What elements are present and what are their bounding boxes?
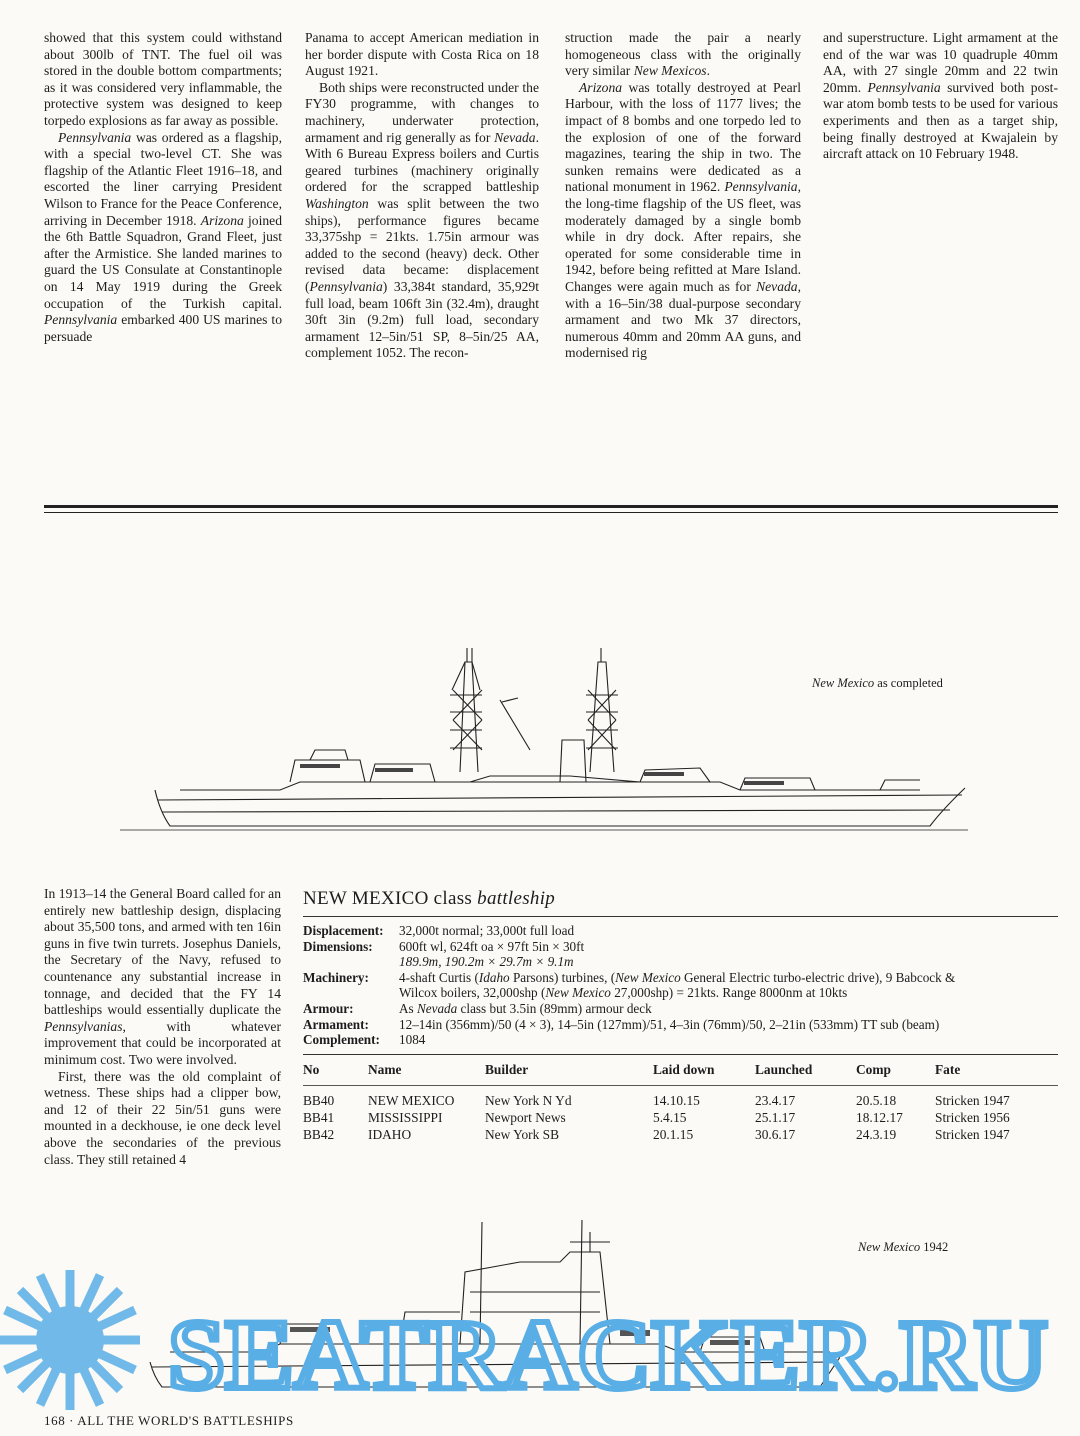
- table-row: BB40 NEW MEXICO New York N Yd 14.10.15 23.4.17 20.5.18 Stricken 1947: [303, 1092, 1010, 1108]
- spec-key: Complement:: [303, 1032, 380, 1048]
- text-column-5: [44, 886, 281, 1168]
- spec-value: 600ft wl, 624ft oa × 97ft 5in × 30ft: [399, 938, 585, 954]
- spec-value: 189.9m, 190.2m × 29.7m × 9.1m: [399, 954, 574, 970]
- paragraph: Pennsylvania was ordered as a flagship, with a special two-level CT. She was flagship of the Atlantic Fleet 1916–18, and escorted the liner carrying President Wilson to France for the Peace Conference, arriving in December 1918. Arizona joined the 6th Battle Squadron, Grand Fleet, just after the Armistice. She landed marines to guard the US Consulate at Constantinople on 14 May 1919 during the Greek occupation of the Turkish capital. Pennsylvania embarked 400 US marines to persuade: [44, 129, 282, 344]
- column-header: Name: [368, 1061, 402, 1077]
- spec-value: 4-shaft Curtis (Idaho Parsons) turbines, (New Mexico General Electric turbo-electric drive), 9 Babcock &: [399, 969, 956, 985]
- column-header: No: [303, 1061, 320, 1077]
- column-header: Laid down: [653, 1061, 715, 1077]
- section-rule: [44, 505, 1058, 508]
- table-row: BB41 MISSISSIPPI Newport News 5.4.15 25.1.17 18.12.17 Stricken 1956: [303, 1109, 1010, 1125]
- spec-key: Armament:: [303, 1016, 369, 1032]
- table-row: BB42 IDAHO New York SB 20.1.15 30.6.17 24.3.19 Stricken 1947: [303, 1126, 1010, 1142]
- ship-profile-1942: [140, 1212, 840, 1402]
- spec-value: Wilcox boilers, 32,000shp (New Mexico 27,000shp) = 21kts. Range 8000nm at 10kts: [399, 985, 848, 1001]
- spec-key: Machinery:: [303, 969, 369, 985]
- paragraph: Panama to accept American mediation in her border dispute with Costa Rica on 18 August 1921.: [305, 30, 539, 79]
- spec-value: 1084: [399, 1032, 426, 1048]
- paragraph: Both ships were reconstructed under the FY30 programme, with changes to machinery, underwater protection, armament and rig generally as for Nevada. With 6 Bureau Express boilers and Curtis geared turbines (machinery originally ordered for the scrapped battleship Washington was split between the two ships), performance figures became 33,375shp = 21kts. 1.75in armour was added to the second (heavy) deck. Other revised data became: displacement (Pennsylvania) 33,384t standard, 35,929t full load, beam 106ft 3in (32.4m), draught 30ft 3in (9.2m) full load, secondary armament 12–5in/51 SP, 8–5in/25 AA, complement 1052. The recon-: [305, 79, 539, 361]
- column-header: Builder: [485, 1061, 529, 1077]
- spec-block: [303, 888, 1058, 1143]
- spec-value: 32,000t normal; 33,000t full load: [399, 923, 575, 938]
- sun-logo-icon: [0, 1270, 140, 1410]
- spec-key: Dimensions:: [303, 938, 373, 954]
- watermark-text: SEATRACKER.RU: [168, 1299, 1048, 1410]
- paragraph: and superstructure. Light armament at the end of the war was 10 quadruple 40mm AA, with 27 single 20mm and 22 twin 20mm. Pennsylvania survived both post-war atom bomb tests to be used for various experiments and then as a target ship, being finally destroyed at Kwajalein by aircraft attack on 10 February 1948.: [823, 30, 1058, 162]
- paragraph: In 1913–14 the General Board called for an entirely new battleship design, displacing about 35,500 tons, and armed with ten 16in guns in five twin turrets. Josephus Daniels, the Secretary of the Navy, refused to countenance any substantial increase in tonnage, and decided that the FY 14 battleships would essentially duplicate the Pennsylvanias, with whatever improvement that could be incorporated at minimum cost. Two were involved.: [44, 886, 281, 1067]
- spec-list: [303, 923, 1058, 1048]
- spec-value: 12–14in (356mm)/50 (4 × 3), 14–5in (127mm)/51, 4–3in (76mm)/50, 2–21in (533mm) TT sub (beam): [399, 1016, 940, 1032]
- column-header: Comp: [856, 1061, 891, 1077]
- text-column-4: [823, 30, 1058, 163]
- divider: [303, 916, 1058, 917]
- ship-caption: New Mexico 1942: [858, 1240, 949, 1254]
- paragraph: Arizona was totally destroyed at Pearl Harbour, with the loss of 1177 lives; the impact of 8 bombs and one torpedo led to the explosion of one of the forward magazines, tearing the ship in two. The sunken remains were dedicated as a national monument in 1962. Pennsylvania, the long-time flagship of the US fleet, was moderately damaged by a single bomb while in dry dock. After repairs, she operated for some considerable time in 1942, before being refitted at Mare Island. Changes were again much as for Nevada, with a 16–5in/38 dual-purpose secondary armament and two Mk 37 directors, numerous 40mm and 20mm AA guns, and modernised rig: [565, 79, 801, 361]
- paragraph: struction made the pair a nearly homogeneous class with the originally very similar New Mexicos.: [565, 30, 801, 79]
- ship-profile-as-completed: [120, 640, 970, 840]
- spec-key: Armour:: [303, 1000, 354, 1016]
- text-column-1: [44, 30, 282, 345]
- column-header: Launched: [755, 1061, 813, 1077]
- paragraph: First, there was the old complaint of wetness. These ships had a clipper bow, and 12 of their 22 5in/51 guns were mounted in a deckhouse, ie one deck level above the secondaries of the previous class. They still retained 4: [44, 1068, 281, 1167]
- page-footer: 168 · ALL THE WORLD'S BATTLESHIPS: [44, 1413, 294, 1428]
- text-column-2: [305, 30, 539, 362]
- ship-caption: New Mexico as completed: [812, 676, 943, 690]
- table-header: [303, 1055, 1058, 1086]
- text-column-3: [565, 30, 801, 362]
- paragraph: showed that this system could withstand about 300lb of TNT. The fuel oil was stored in the double bottom compartments; as it was considered very inflammable, the protective system was designed to keep torpedo explosions as far away as possible.: [44, 30, 282, 128]
- spec-title: NEW MEXICO class battleship: [303, 888, 556, 909]
- column-header: Fate: [935, 1061, 961, 1077]
- spec-key: Displacement:: [303, 923, 384, 938]
- section-rule-thin: [44, 512, 1058, 513]
- spec-value: As Nevada class but 3.5in (89mm) armour deck: [399, 1000, 652, 1016]
- ships-table: [303, 1054, 1058, 1143]
